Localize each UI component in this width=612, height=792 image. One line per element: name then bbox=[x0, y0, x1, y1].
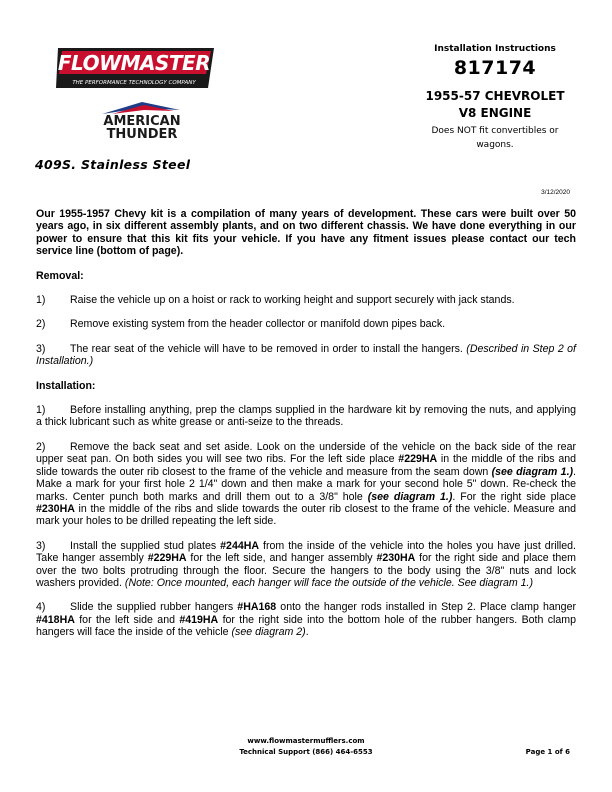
material-label: 409S. Stainless Steel bbox=[35, 157, 191, 172]
step-text: from the inside of the vehicle into the holes you have just drilled. Take hanger assembly bbox=[36, 539, 577, 565]
part-code: #HA168 bbox=[237, 601, 277, 614]
step-number: 1) bbox=[36, 294, 46, 307]
step-note: (Note: Once mounted, each hanger will face the outside of the vehicle. See diagram 1.) bbox=[124, 576, 534, 589]
step-text: The rear seat of the vehicle will have to be removed in order to install the hangers. bbox=[70, 342, 463, 355]
flowmaster-logo bbox=[56, 44, 216, 94]
removal-step bbox=[36, 318, 576, 330]
footer-tech-support: Technical Support (866) 464-6553 bbox=[239, 748, 373, 756]
step-text: for the right side into the bottom hole of the rubber hangers. Both clamp hangers will face the inside of the vehicle bbox=[36, 613, 576, 639]
document-type: Installation Instructions bbox=[434, 44, 556, 54]
step-number: 1) bbox=[36, 404, 46, 417]
step-text: onto the hanger rods installed in Step 2. Place clamp hanger bbox=[276, 601, 576, 614]
american-thunder-logo bbox=[82, 100, 202, 142]
step-text: . bbox=[305, 626, 309, 639]
step-text: for the right side and place them over the two bolts protruding through the floor. Secure the hangers to the body using the 3/8" nuts and lock washers provided. bbox=[36, 552, 576, 589]
installation-step bbox=[36, 441, 576, 528]
diagram-reference: (see diagram 1.) bbox=[367, 490, 453, 503]
step-text: for the left side, and hanger assembly bbox=[186, 552, 377, 565]
diagram-reference: (see diagram 1.) bbox=[491, 465, 574, 478]
step-text: Before installing anything, prep the clamps supplied in the hardware kit by removing the nuts, and applying a thick lubricant such as white grease or anti-seize to the threads. bbox=[36, 404, 576, 429]
part-code: #418HA bbox=[36, 613, 75, 626]
step-text: Raise the vehicle up on a hoist or rack to working height and support securely with jack stands. bbox=[70, 294, 515, 307]
step-number: 2) bbox=[36, 318, 46, 331]
part-number: 817174 bbox=[453, 57, 537, 79]
intro-paragraph: Our 1955-1957 Chevy kit is a compilation of many years of development. These cars were built over 50 years ago, in six different assembly plants, and on two different chassis. We have done everything in our power to ensure that this kit fits your vehicle. If you have any fitment issues please contact our tech service line (bottom of page). bbox=[36, 208, 576, 258]
installation-step bbox=[36, 540, 576, 590]
installation-step bbox=[36, 601, 576, 638]
step-text: in the middle of the ribs and slide towards the outer rib closest to the frame of the vehicle. Measure and mark your holes to be drilled repeating the left side. bbox=[36, 502, 576, 528]
step-text: . Make a mark for your first hole 2 1/4" down and then make a mark for your second hole 5" down. Re-check the marks. Center punch both marks and drill them out to a 3/8" hole bbox=[36, 465, 576, 503]
step-text: for the left side and bbox=[74, 613, 180, 626]
step-text: Install the supplied stud plates bbox=[70, 539, 221, 552]
step-note: (Described in Step 2 of Installation.) bbox=[36, 342, 576, 368]
step-number: 3) bbox=[36, 539, 46, 552]
step-number: 4) bbox=[36, 601, 46, 614]
part-code: #229HA bbox=[398, 453, 438, 466]
part-code: #419HA bbox=[179, 613, 219, 626]
step-number: 2) bbox=[36, 440, 46, 453]
page-number: Page 1 of 6 bbox=[525, 748, 570, 756]
step-text: in the middle of the ribs and slide towards the outer rib closest to the frame of the vehicle and measure from the seam down bbox=[36, 453, 576, 478]
model-line-2: V8 ENGINE bbox=[458, 106, 532, 120]
installation-step bbox=[36, 404, 576, 429]
removal-step bbox=[36, 294, 576, 306]
american-thunder-line2: THUNDER bbox=[106, 127, 178, 142]
revision-date: 3/12/2020 bbox=[541, 189, 570, 196]
step-text: Remove existing system from the header collector or manifold down pipes back. bbox=[70, 318, 446, 331]
step-text: . For the right side place bbox=[452, 490, 576, 503]
removal-heading: Removal: bbox=[36, 269, 84, 282]
fitment-note: Does NOT fit convertibles or wagons. bbox=[431, 126, 559, 150]
part-code: #244HA bbox=[220, 539, 260, 552]
vehicle-model bbox=[420, 88, 570, 122]
step-text: Slide the supplied rubber hangers bbox=[70, 601, 238, 614]
instructions-body bbox=[36, 208, 576, 651]
installation-heading: Installation: bbox=[36, 379, 96, 392]
flowmaster-tagline: THE PERFORMANCE TECHNOLOGY COMPANY bbox=[72, 80, 196, 86]
diagram-reference: (see diagram 2) bbox=[231, 626, 306, 639]
step-text: Remove the back seat and set aside. Look on the underside of the vehicle on the back side of the rear upper seat pan. On both sides you will see two ribs. For the left side place bbox=[36, 440, 576, 466]
part-code: #229HA bbox=[147, 552, 187, 565]
part-code: #230HA bbox=[376, 552, 416, 565]
footer-website: www.flowmastermufflers.com bbox=[247, 737, 365, 745]
american-thunder-line1: AMERICAN bbox=[103, 114, 181, 129]
step-number: 3) bbox=[36, 342, 46, 355]
removal-step bbox=[36, 343, 576, 368]
part-code: #230HA bbox=[36, 502, 75, 515]
flowmaster-wordmark: FLOWMASTER bbox=[57, 51, 211, 75]
model-line-1: 1955-57 CHEVROLET bbox=[425, 89, 565, 103]
